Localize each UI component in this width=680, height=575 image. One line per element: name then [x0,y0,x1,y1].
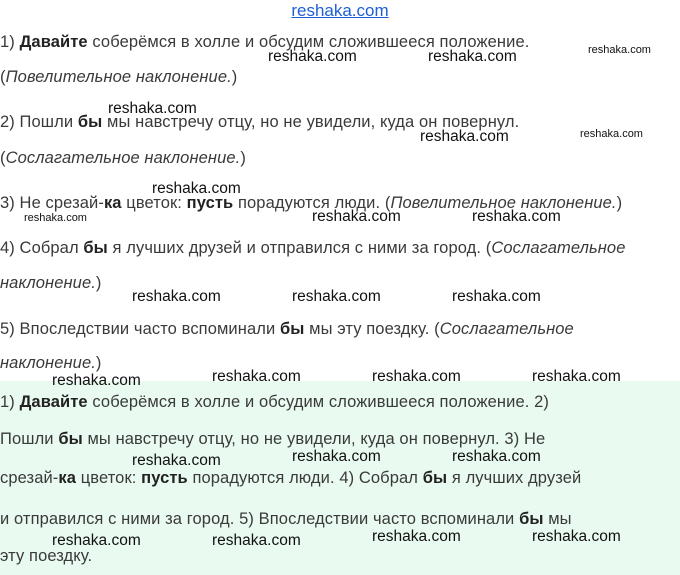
item-4-line-2 [0,274,102,293]
watermark: reshaka.com [532,368,621,385]
watermark: reshaka.com [372,528,461,545]
sentence-text: мы навстречу отцу, но не увидели, куда он повернул. [107,113,520,131]
mood-label: Повелительное наклонение. [5,68,232,86]
sentence-text: мы [548,510,572,528]
watermark: reshaka.com [52,532,141,549]
highlight-word: бы [519,510,544,528]
paren-close: ) [95,354,102,372]
sentence-text: соберёмся в холле и обсудим сложившееся положение. [92,33,530,51]
highlight-word: ка [103,194,122,212]
watermark: reshaka.com [268,48,357,65]
mood-label: наклонение. [0,354,96,372]
watermark: reshaka.com [292,448,381,465]
highlight-word: пусть [141,469,188,487]
sentence-text: 2) Пошли [0,113,74,131]
highlight-word: бы [77,113,103,131]
watermark: reshaka.com [132,288,221,305]
watermark: reshaka.com [588,44,651,56]
watermark: reshaka.com [372,368,461,385]
watermark: reshaka.com [312,208,401,225]
item-5-line-1 [0,320,574,339]
sentence-text: эту поездку. [0,547,93,565]
paren-close: ) [231,68,238,86]
sentence-text: 3) Не срезай- [0,194,104,212]
sentence-text: 1) [0,393,15,411]
highlight-word: Давайте [19,393,88,411]
sentence-text: я лучших друзей и отправился с ними за город. ( [112,239,492,257]
sentence-text: я лучших друзей [451,469,582,487]
sentence-text: мы эту поездку. ( [309,320,440,338]
sentence-text: и отправился с ними за город. 5) Впоследствии часто вспоминали [0,510,515,528]
paren-open: ( [0,68,6,86]
sentence-text: цветок: [126,194,182,212]
paren-open: ( [0,149,6,167]
watermark: reshaka.com [532,528,621,545]
watermark: reshaka.com [212,368,301,385]
sentence-text: порадуются люди. ( [238,194,391,212]
answer-line-4 [0,510,572,529]
answer-line-1 [0,393,549,412]
item-2-line-2 [0,149,246,168]
sentence-text: 5) Впоследствии часто вспоминали [0,320,276,338]
watermark: reshaka.com [428,48,517,65]
mood-label: Сослагательное [439,320,574,338]
sentence-text: 4) Собрал [0,239,79,257]
watermark: reshaka.com [108,100,197,117]
highlight-word: Давайте [19,33,88,51]
watermark: reshaka.com [420,128,509,145]
sentence-text: порадуются люди. 4) Собрал [192,469,418,487]
paren-close: ) [240,149,246,167]
item-1-line-2 [0,68,237,87]
sentence-text: цветок: [80,469,137,487]
watermark: reshaka.com [212,532,301,549]
watermark: reshaka.com [452,288,541,305]
watermark: reshaka.com [292,288,381,305]
highlight-word: бы [422,469,448,487]
mood-label: наклонение. [0,274,96,292]
mood-label: Сослагательное [491,239,626,257]
mood-label: Сослагательное наклонение. [5,149,241,167]
watermark: reshaka.com [52,372,141,389]
item-4-line-1 [0,239,626,258]
watermark: reshaka.com [452,448,541,465]
sentence-text: срезай- [0,469,59,487]
sentence-text: Пошли [0,430,54,448]
watermark: reshaka.com [580,128,643,140]
watermark: reshaka.com [472,208,561,225]
item-5-line-2 [0,354,102,373]
answer-line-3 [0,469,581,488]
watermark: reshaka.com [132,452,221,469]
paren-close: ) [95,274,102,292]
highlight-word: бы [83,239,108,257]
sentence-text: мы навстречу отцу, но не увидели, куда он повернул. 3) Не [87,430,546,448]
answer-line-2 [0,430,545,449]
site-link[interactable]: reshaka.com [291,1,389,20]
item-number: 1) [0,33,15,51]
watermark: reshaka.com [152,180,241,197]
highlight-word: ка [58,469,77,487]
sentence-text: соберёмся в холле и обсудим сложившееся положение. 2) [92,393,549,411]
paren-close: ) [616,194,623,212]
watermark: reshaka.com [24,212,87,224]
mood-label: Повелительное наклонение. [390,194,617,212]
highlight-word: бы [279,320,305,338]
highlight-word: пусть [186,194,234,212]
highlight-word: бы [58,430,83,448]
